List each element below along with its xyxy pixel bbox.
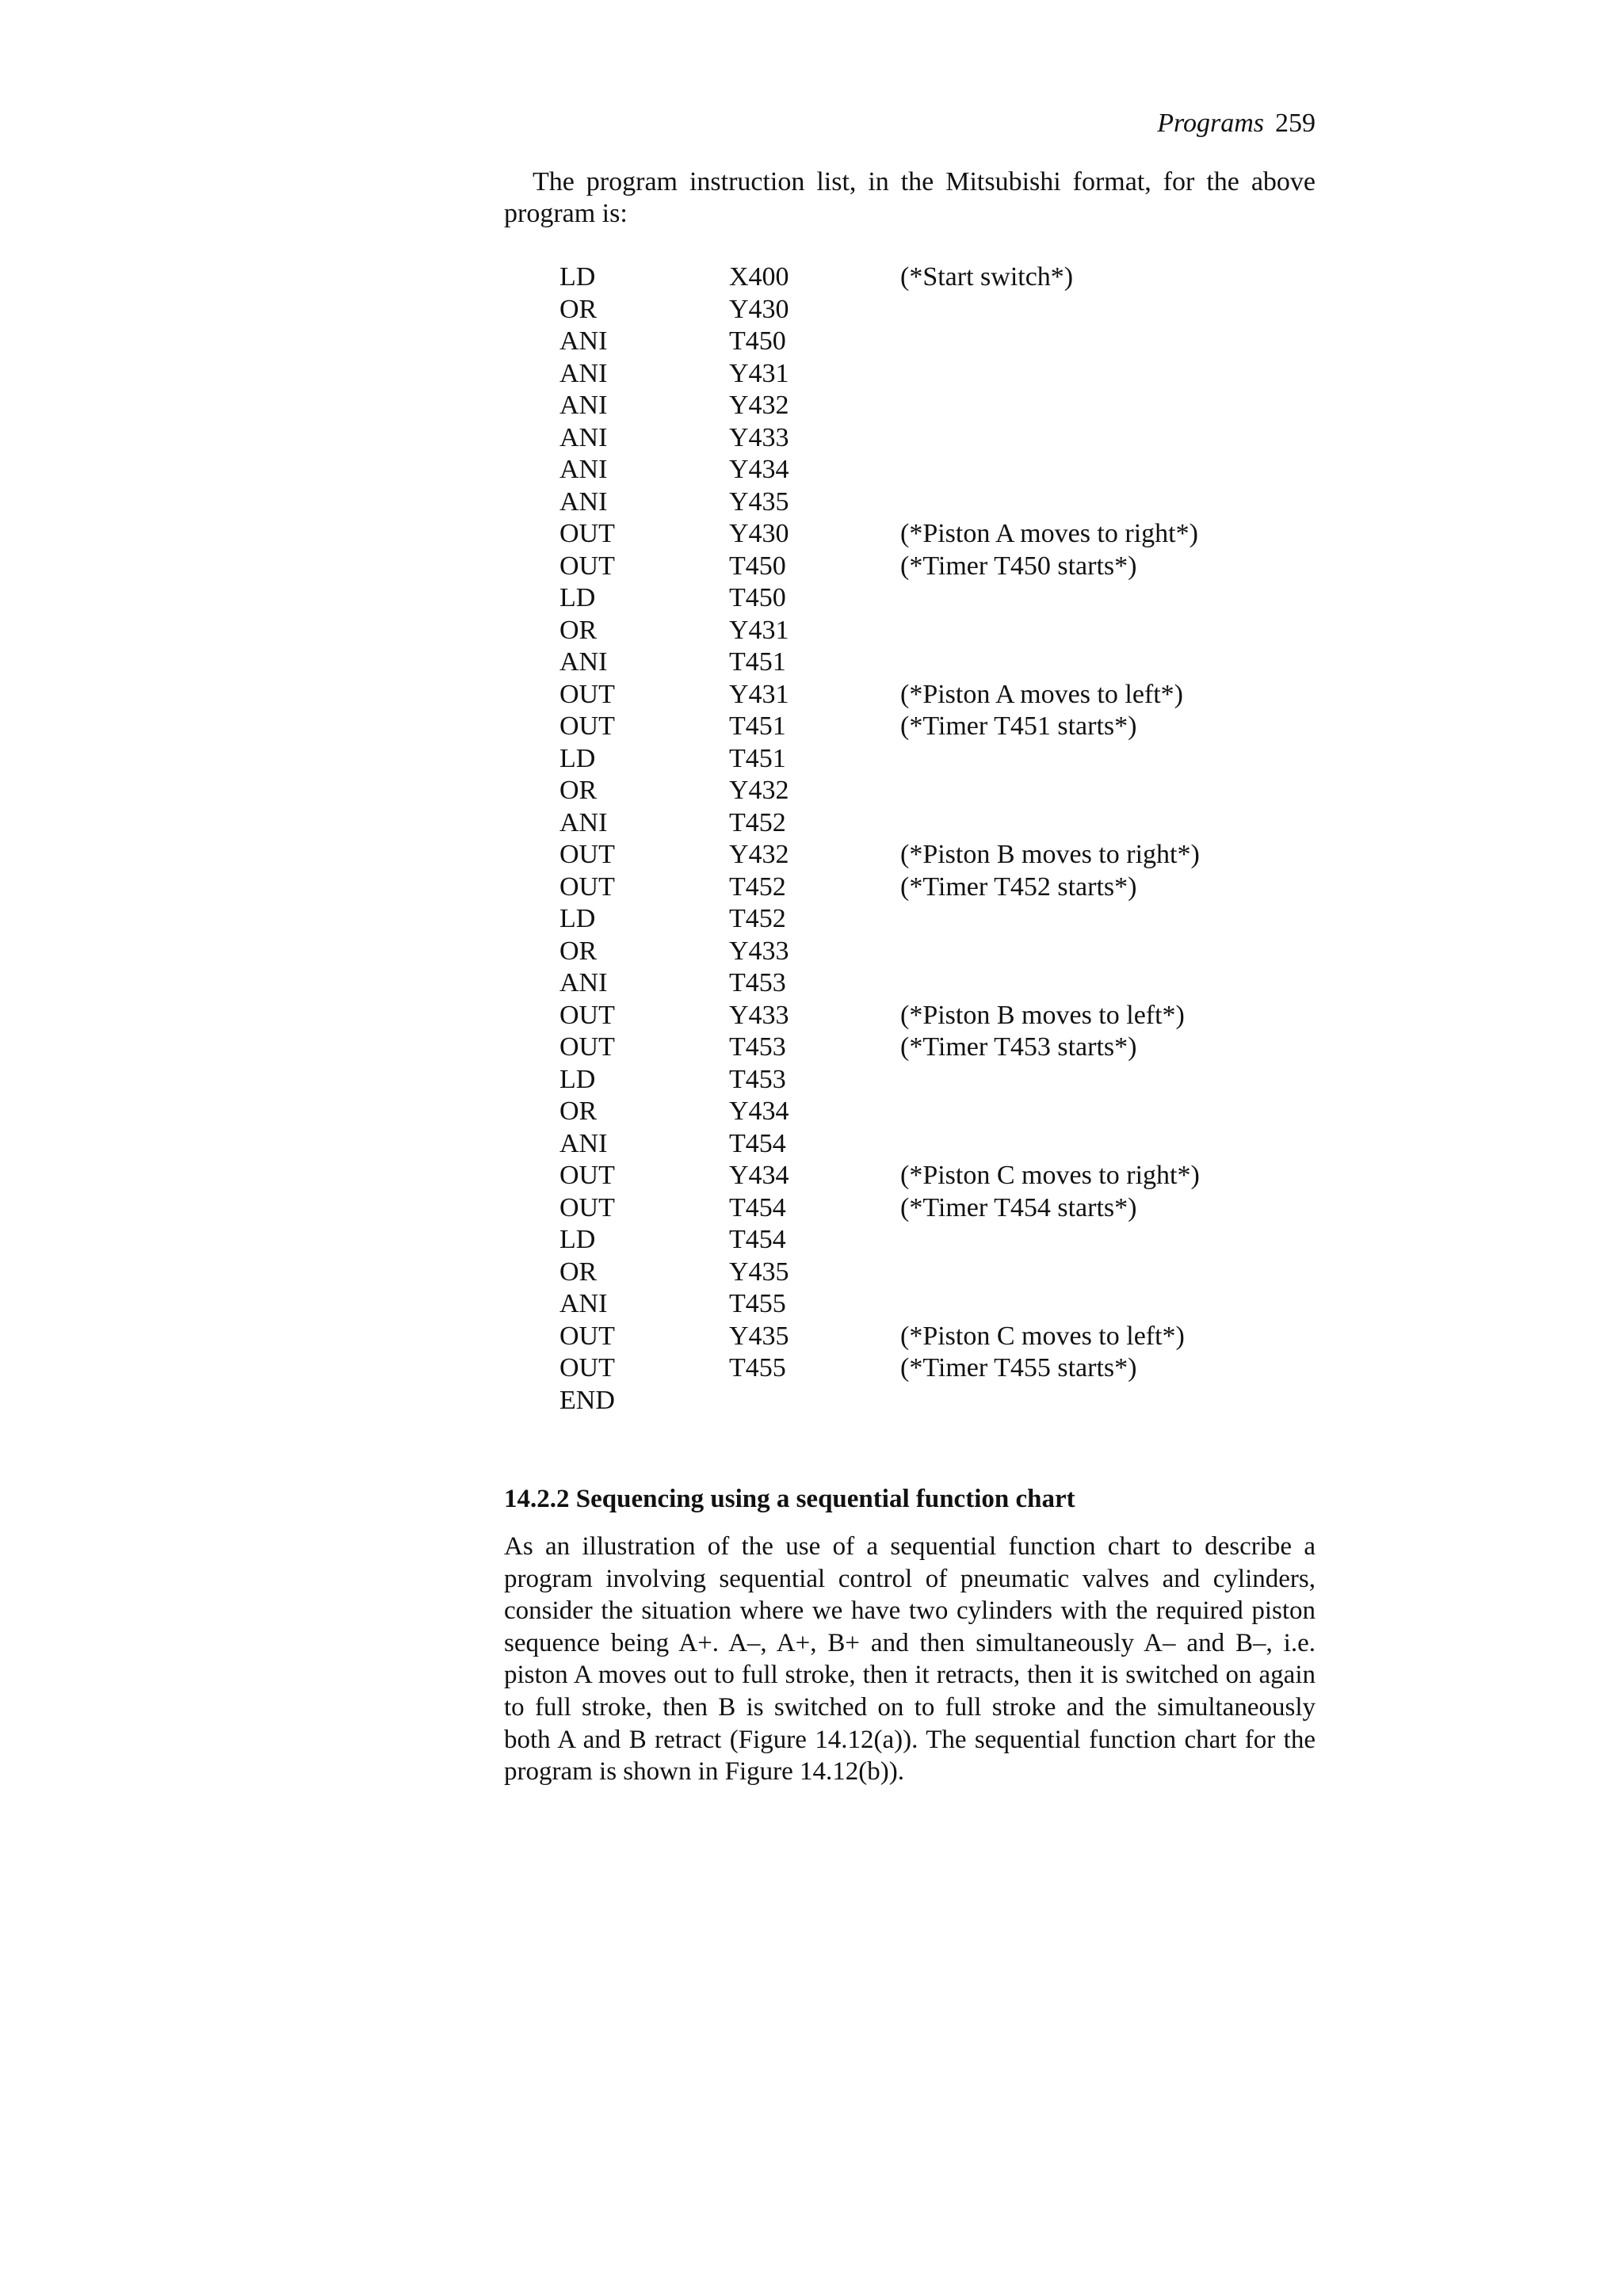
instruction-operand: T451: [729, 743, 786, 773]
instruction-operand: T455: [729, 1353, 786, 1383]
instruction-operand: Y430: [729, 519, 789, 548]
instruction-operand: Y433: [729, 936, 789, 966]
instruction-comment: (*Timer T450 starts*): [900, 551, 1137, 581]
instruction-op: OUT: [559, 1353, 615, 1383]
instruction-op: ANI: [559, 326, 608, 356]
instruction-row: [559, 871, 1316, 904]
instruction-op: OUT: [559, 519, 615, 548]
instruction-row: [559, 1352, 1316, 1385]
instruction-op: LD: [559, 743, 596, 773]
instruction-op: ANI: [559, 358, 608, 388]
instruction-row: [559, 807, 1316, 840]
instruction-op: ANI: [559, 1289, 608, 1318]
running-head-title: Programs: [1157, 109, 1264, 138]
instruction-row: [559, 775, 1316, 807]
instruction-op: OUT: [559, 551, 615, 581]
instruction-row: [559, 1385, 1316, 1417]
instruction-operand: T450: [729, 551, 786, 581]
instruction-op: OR: [559, 615, 598, 645]
instruction-comment: (*Start switch*): [900, 262, 1074, 292]
instruction-operand: Y434: [729, 455, 789, 484]
instruction-comment: (*Piston B moves to right*): [900, 840, 1200, 869]
instruction-operand: Y435: [729, 1257, 789, 1287]
instruction-row: [559, 615, 1316, 647]
instruction-operand: X400: [729, 262, 789, 292]
instruction-row: [559, 358, 1316, 391]
instruction-operand: Y432: [729, 391, 789, 420]
instruction-operand: Y435: [729, 486, 789, 517]
instruction-op: OUT: [559, 840, 615, 869]
instruction-op: LD: [559, 1064, 596, 1094]
instruction-operand: T452: [729, 904, 786, 933]
instruction-operand: Y432: [729, 840, 789, 869]
instruction-operand: T451: [729, 647, 786, 677]
instruction-comment: (*Timer T454 starts*): [900, 1192, 1137, 1222]
instruction-row: [559, 936, 1316, 968]
instruction-operand: T452: [729, 807, 786, 837]
instruction-op: ANI: [559, 391, 608, 420]
instruction-op: OUT: [559, 1321, 615, 1351]
instruction-operand: Y431: [729, 615, 789, 645]
instruction-operand: Y434: [729, 1097, 789, 1126]
instruction-op: OR: [559, 1097, 598, 1126]
instruction-op: ANI: [559, 807, 608, 837]
instruction-op: OUT: [559, 1000, 615, 1030]
instruction-operand: T454: [729, 1192, 786, 1222]
instruction-row: [559, 422, 1316, 455]
instruction-row: [559, 711, 1316, 743]
instruction-comment: (*Timer T452 starts*): [900, 871, 1137, 902]
instruction-row: [559, 1032, 1316, 1064]
instruction-comment: (*Piston A moves to right*): [900, 519, 1198, 548]
instruction-comment: (*Timer T453 starts*): [900, 1032, 1137, 1062]
instruction-row: [559, 1160, 1316, 1192]
instruction-row: [559, 679, 1316, 711]
instruction-row: [559, 454, 1316, 486]
instruction-op: OR: [559, 1257, 598, 1287]
instruction-row: [559, 486, 1316, 519]
instruction-row: [559, 743, 1316, 776]
instruction-operand: Y434: [729, 1161, 789, 1190]
instruction-operand: T455: [729, 1289, 786, 1318]
instruction-operand: Y433: [729, 1000, 789, 1030]
instruction-row: [559, 1257, 1316, 1289]
instruction-operand: Y431: [729, 358, 789, 388]
instruction-row: [559, 903, 1316, 936]
instruction-operand: Y431: [729, 679, 789, 709]
instruction-operand: T452: [729, 871, 786, 902]
instruction-row: [559, 326, 1316, 358]
section-heading: 14.2.2 Sequencing using a sequential function chart: [504, 1485, 1075, 1513]
instruction-op: OUT: [559, 711, 615, 741]
instruction-row: [559, 1321, 1316, 1353]
instruction-op: ANI: [559, 455, 608, 484]
instruction-operand: T453: [729, 1032, 786, 1062]
instruction-operand: T454: [729, 1128, 786, 1158]
instruction-op: ANI: [559, 486, 608, 517]
instruction-list: [559, 261, 1316, 1417]
instruction-operand: Y430: [729, 294, 789, 324]
instruction-comment: (*Timer T455 starts*): [900, 1353, 1137, 1383]
instruction-op: OUT: [559, 1192, 615, 1222]
instruction-row: [559, 1288, 1316, 1321]
instruction-row: [559, 1128, 1316, 1161]
instruction-op: END: [559, 1385, 615, 1415]
instruction-row: [559, 967, 1316, 1000]
instruction-op: OUT: [559, 1161, 615, 1190]
instruction-op: ANI: [559, 647, 608, 677]
instruction-op: LD: [559, 583, 596, 612]
instruction-op: LD: [559, 262, 596, 292]
instruction-row: [559, 582, 1316, 615]
instruction-op: OR: [559, 294, 598, 324]
page-number: 259: [1275, 109, 1316, 138]
instruction-row: [559, 1064, 1316, 1097]
instruction-operand: T451: [729, 711, 786, 741]
instruction-row: [559, 390, 1316, 422]
instruction-op: OR: [559, 936, 598, 966]
instruction-row: [559, 1096, 1316, 1128]
instruction-row: [559, 1000, 1316, 1032]
instruction-row: [559, 646, 1316, 679]
instruction-row: [559, 1192, 1316, 1225]
instruction-operand: Y435: [729, 1321, 789, 1351]
instruction-op: OUT: [559, 679, 615, 709]
instruction-operand: T450: [729, 583, 786, 612]
intro-paragraph: The program instruction list, in the Mitsubishi format, for the above program is:: [504, 167, 1316, 228]
instruction-row: [559, 518, 1316, 551]
instruction-comment: (*Piston C moves to right*): [900, 1161, 1200, 1190]
running-head: [1157, 108, 1316, 139]
instruction-row: [559, 839, 1316, 871]
instruction-row: [559, 261, 1316, 294]
instruction-comment: (*Timer T451 starts*): [900, 711, 1137, 741]
instruction-op: ANI: [559, 968, 608, 997]
section-paragraph: As an illustration of the use of a sequential function chart to describe a program involving sequential control of pneumatic valves and cylinders, consider the situation where we have two cylinders with the required piston sequence being A+. A–, A+, B+ and then simultaneously A– and B–, i.e. piston A moves out to full stroke, then it retracts, then it is switched on again to full stroke, then B is switched on to full stroke and the simultaneously both A and B retract (Figure 14.12(a)). The sequential function chart for the program is shown in Figure 14.12(b)).: [504, 1532, 1316, 1787]
instruction-op: OR: [559, 776, 598, 805]
instruction-operand: Y432: [729, 776, 789, 805]
instruction-op: OUT: [559, 871, 615, 902]
instruction-operand: T453: [729, 968, 786, 997]
instruction-op: OUT: [559, 1032, 615, 1062]
instruction-operand: Y433: [729, 422, 789, 452]
instruction-comment: (*Piston B moves to left*): [900, 1000, 1185, 1030]
instruction-op: ANI: [559, 1128, 608, 1158]
instruction-op: ANI: [559, 422, 608, 452]
instruction-row: [559, 1224, 1316, 1257]
instruction-comment: (*Piston A moves to left*): [900, 679, 1183, 709]
instruction-operand: T453: [729, 1064, 786, 1094]
instruction-operand: T450: [729, 326, 786, 356]
instruction-operand: T454: [729, 1225, 786, 1254]
instruction-op: LD: [559, 1225, 596, 1254]
instruction-comment: (*Piston C moves to left*): [900, 1321, 1185, 1351]
instruction-row: [559, 551, 1316, 583]
instruction-op: LD: [559, 904, 596, 933]
instruction-row: [559, 294, 1316, 326]
